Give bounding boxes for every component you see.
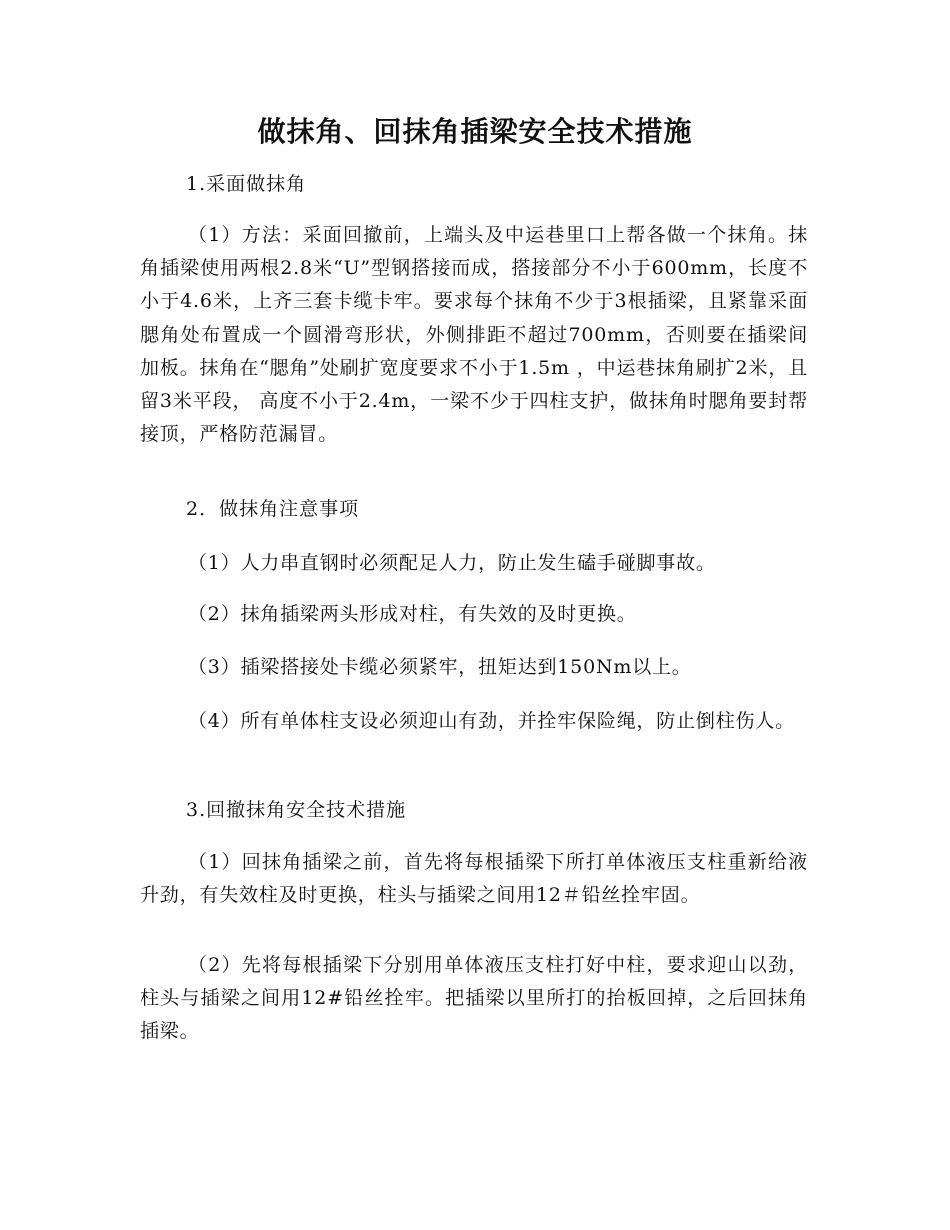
section-1-item-1: （1）方法：采面回撤前，上端头及中运巷里口上帮各做一个抹角。抹角插梁使用两根2.8米“U”型钢搭接而成，搭接部分不小于600mm，长度不小于4.6米，上齐三套卡缆卡牢。要求每个抹角不少于3根插梁，且紧靠采面腮角处布置成一个圆滑弯形状，外侧排距不超过700mm，否则要在插梁间加板。抹角在“腮角”处刷扩宽度要求不小于1.5m ，中运巷抹角刷扩2米，且留3米平段， 高度不小于2.4m，一梁不少于四柱支护，做抹角时腮角要封帮接顶，严格防范漏冒。 xyxy=(140,224,808,446)
section-heading-3: 3.回撤抹角安全技术措施 xyxy=(186,799,407,821)
section-2-item-3: （3）插梁搭接处卡缆必须紧牢，扭矩达到150Nm以上。 xyxy=(188,656,692,678)
section-2-item-1: （1）人力串直钢时必须配足人力，防止发生磕手碰脚事故。 xyxy=(188,552,716,574)
section-heading-1: 1.采面做抹角 xyxy=(186,173,307,195)
section-3-item-2: （2）先将每根插梁下分别用单体液压支柱打好中柱，要求迎山以劲，柱头与插梁之间用12#铅丝拴牢。把插梁以里所打的抬板回掉，之后回抹角插梁。 xyxy=(140,954,808,1043)
document-title: 做抹角、回抹角插梁安全技术措施 xyxy=(257,115,693,148)
section-3-item-1: （1）回抹角插梁之前，首先将每根插梁下所打单体液压支柱重新给液升劲，有失效柱及时更换，柱头与插梁之间用12＃铅丝拴牢固。 xyxy=(140,851,808,907)
section-2-item-2: （2）抹角插梁两头形成对柱，有失效的及时更换。 xyxy=(188,603,637,625)
section-heading-2: 2．做抹角注意事项 xyxy=(186,498,360,520)
section-2-item-4: （4）所有单体柱支设必须迎山有劲，并拴牢保险绳，防止倒柱伤人。 xyxy=(188,710,795,732)
